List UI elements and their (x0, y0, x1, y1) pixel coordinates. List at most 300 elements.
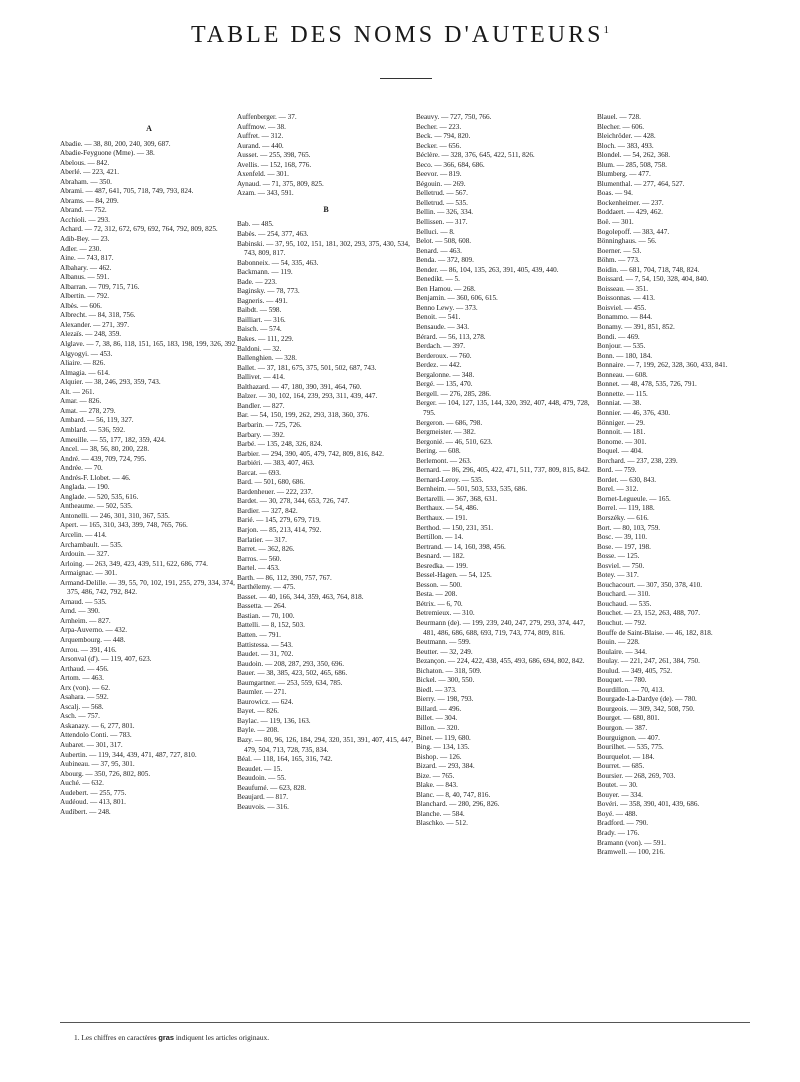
index-entry: Anglade. — 520, 535, 616. (60, 492, 139, 501)
index-entry: Aine. — 743, 817. (60, 254, 114, 263)
index-entry: Borel. — 312. (597, 485, 639, 494)
index-entry: Beck. — 794, 820. (416, 132, 471, 141)
index-entry: Bockenheimer. — 237. (597, 198, 664, 207)
index-entry: Battistessa. — 543. (237, 640, 293, 649)
index-entry: Berderoux. — 760. (416, 351, 472, 360)
index-entry: Bender. — 86, 104, 135, 263, 391, 405, 439, 440. (416, 265, 559, 274)
index-entry: Beauvois. — 316. (237, 802, 289, 811)
index-entry: Bonnaire. — 7, 199, 262, 328, 360, 433, 841. (597, 361, 728, 370)
index-entry: Arloing. — 263, 349, 423, 439, 511, 622, 686, 774. (60, 559, 208, 568)
index-entry: Apert. — 165, 310, 343, 399, 748, 765, 766. (60, 521, 188, 530)
index-entry: Benoit. — 541. (416, 313, 461, 322)
index-entry: Ballet. — 37, 181, 675, 375, 501, 502, 687, 743. (237, 363, 377, 372)
index-entry: Binet. — 119, 680. (416, 733, 471, 742)
index-entry: Bickel. — 300, 550. (416, 676, 475, 685)
index-entry: Boulay. — 221, 247, 261, 384, 750. (597, 657, 700, 666)
footnote: 1. Les chiffres en caractères gras indiquent les articles originaux. (74, 1033, 270, 1042)
index-entry: Amat. — 278, 279. (60, 406, 116, 415)
index-entry: Aurand. — 440. (237, 141, 284, 150)
index-entry: Blauel. — 728. (597, 113, 641, 121)
index-entry: Bergeron. — 686, 798. (416, 418, 483, 427)
index-entry: Bouchut. — 792. (597, 618, 647, 627)
index-entry: Bonnoit. — 181. (597, 428, 646, 437)
index-entry: Abrami. — 487, 641, 705, 718, 749, 793, 824. (60, 187, 194, 196)
index-entry: Audebert. — 255, 775. (60, 788, 127, 797)
index-entry: Aubertin. — 119, 344, 439, 471, 487, 727, 810. (60, 750, 197, 759)
index-entry: Anglada. — 190. (60, 483, 110, 492)
index-entry: Abourg. — 350, 726, 802, 805. (60, 769, 151, 778)
index-entry: Besson. — 500. (416, 580, 462, 589)
index-entry: Antonelli. — 246, 301, 310, 367, 535. (60, 511, 170, 520)
index-entry: Béclère. — 328, 376, 645, 422, 511, 826. (416, 151, 535, 160)
index-entry: Beutmann. — 599. (416, 638, 471, 647)
index-entry: Benard. — 463. (416, 246, 462, 255)
index-entry: Bezançon. — 224, 422, 438, 455, 493, 686, 694, 802, 842. (416, 657, 585, 666)
index-entry: Abrand. — 752. (60, 206, 107, 215)
index-entry: Besredka. — 199. (416, 561, 468, 570)
index-entry: Bade. — 223. (237, 277, 277, 286)
index-entry: Antheaume. — 502, 535. (60, 502, 133, 511)
index-entry: Balzer. — 30, 102, 164, 239, 293, 311, 439, 447. (237, 392, 378, 401)
index-entry: Besta. — 208. (416, 590, 458, 599)
index-entry: Bertarelli. — 367, 368, 631. (416, 494, 498, 503)
index-entry: Becker. — 656. (416, 141, 462, 150)
index-entry: Bar. — 54, 150, 199, 262, 293, 318, 360, 376. (237, 411, 370, 420)
index-entry: Bourgade-La-Dardye (de). — 780. (597, 695, 697, 704)
index-column-3 (416, 113, 594, 829)
index-entry: Attendolo Conti. — 783. (60, 731, 132, 740)
index-entry: Basset. — 40, 166, 344, 359, 463, 764, 818. (237, 592, 364, 601)
index-entry: Battelli. — 8, 152, 503. (237, 621, 305, 630)
index-entry: Axenfeld. — 301. (237, 170, 289, 179)
index-entry: Belot. — 508, 608. (416, 237, 472, 246)
index-entry: Berthaux. — 191. (416, 513, 468, 522)
index-entry: Beauvy. — 727, 750, 766. (416, 113, 492, 121)
index-entry: Barbiéri. — 383, 407, 463. (237, 459, 315, 468)
index-entry: Blondel. — 54, 262, 368. (597, 151, 671, 160)
index-entry: Alglave. — 7, 38, 86, 118, 151, 165, 183, 198, 199, 326, 392. (60, 340, 238, 349)
footer-rule (60, 1022, 750, 1023)
index-entry: Amblard. — 536, 592. (60, 425, 126, 434)
index-entry: Bradford. — 790. (597, 819, 649, 828)
index-entry: Bertrand. — 14, 160, 398, 456. (416, 542, 506, 551)
index-entry: Barbier. — 294, 390, 405, 479, 742, 809, 816, 842. (237, 449, 384, 458)
index-entry: Archambault. — 535. (60, 540, 123, 549)
index-entry: Bonamy. — 391, 851, 852. (597, 323, 675, 332)
index-entry: Bellin. — 326, 334. (416, 208, 474, 217)
index-entry: Baibdt. — 598. (237, 306, 282, 315)
index-entry: Benedikt. — 5. (416, 275, 460, 284)
index-entry: Beutter. — 32, 249. (416, 647, 473, 656)
index-entry: Bartel. — 453. (237, 564, 280, 573)
index-entry: Bosviel. — 750. (597, 561, 645, 570)
index-entry: Bayle. — 208. (237, 726, 279, 735)
index-entry: Baylac. — 119, 136, 163. (237, 716, 311, 725)
index-entry: Bayet. — 826. (237, 707, 279, 716)
index-entry: Aliaire. — 826. (60, 359, 106, 368)
index-entry: Audéoud. — 413, 801. (60, 798, 126, 807)
index-entry: Arx (von). — 62. (60, 683, 111, 692)
title-rule (380, 78, 432, 79)
index-entry: Aberlé. — 223, 421. (60, 168, 120, 177)
index-entry: Belluci. — 8. (416, 227, 455, 236)
index-entry: Albahary. — 462. (60, 263, 112, 272)
index-entry: Bonneau. — 608. (597, 370, 648, 379)
index-entry: Aynaud. — 71, 375, 809, 825. (237, 179, 324, 188)
index-entry: Bouchet. — 23, 152, 263, 488, 707. (597, 609, 701, 618)
index-entry: Bensaude. — 343. (416, 323, 470, 332)
index-entry: Brady. — 176. (597, 829, 640, 838)
index-entry: Boidin. — 681, 704, 718, 748, 824. (597, 265, 700, 274)
index-entry: Artom. — 463. (60, 674, 104, 683)
index-entry: Bonniat. — 38. (597, 399, 642, 408)
index-entry: Arnd. — 390. (60, 607, 100, 616)
index-entry: Bondi. — 469. (597, 332, 640, 341)
index-entry: Bakes. — 111, 229. (237, 335, 294, 344)
index-entry: Benno Lewy. — 373. (416, 303, 478, 312)
index-entry: Bouyer. — 334. (597, 790, 643, 799)
index-entry: Ameuille. — 55, 177, 182, 359, 424. (60, 435, 166, 444)
index-entry: Bönniger. — 29. (597, 418, 645, 427)
index-entry: Algyogyi. — 453. (60, 349, 113, 358)
index-entry: Berthaux. — 54, 486. (416, 504, 479, 513)
index-entry: Bornet-Legueule. — 165. (597, 494, 671, 503)
index-entry: Ancel. — 38, 56, 80, 200, 228. (60, 445, 150, 454)
index-entry: Barthélemy. — 475. (237, 583, 296, 592)
index-entry: Baisch. — 574. (237, 325, 282, 334)
index-entry: Baudet. — 31, 702. (237, 650, 294, 659)
index-entry: Boissard. — 7, 54, 150, 328, 404, 840. (597, 275, 709, 284)
index-entry: Bertillon. — 14. (416, 533, 464, 542)
index-entry: Blake. — 843. (416, 781, 458, 790)
index-entry: Béal. — 118, 164, 165, 316, 742. (237, 755, 333, 764)
index-entry: Bordet. — 630, 843. (597, 475, 657, 484)
index-entry: Arquembourg. — 448. (60, 635, 126, 644)
index-entry: Blecher. — 606. (597, 122, 645, 131)
index-entry: André. — 439, 709, 724, 795. (60, 454, 147, 463)
index-entry: Albertin. — 792. (60, 292, 110, 301)
index-column-2 (237, 113, 415, 812)
index-entry: Auffenberger. — 37. (237, 113, 297, 121)
index-entry: Bourgon. — 387. (597, 724, 648, 732)
index-entry: Baumgartner. — 253, 559, 634, 785. (237, 678, 343, 687)
index-entry: Beco. — 366, 684, 686. (416, 160, 485, 169)
index-entry: Betremieux. — 310. (416, 609, 475, 618)
index-entry: Ardouin. — 327. (60, 550, 110, 559)
index-entry: Bergmeister. — 382. (416, 428, 476, 437)
index-entry: Boulud. — 349, 405, 752. (597, 666, 673, 675)
index-entry: Babès. — 254, 377, 463. (237, 230, 309, 239)
index-entry: Bérard. — 56, 113, 278. (416, 332, 486, 341)
index-entry: Balthazard. — 47, 180, 390, 391, 464, 760. (237, 382, 362, 391)
index-entry: Bagneris. — 491. (237, 296, 288, 305)
index-entry: Bovéri. — 358, 390, 401, 439, 686. (597, 800, 700, 809)
index-entry: Billet. — 304. (416, 714, 458, 723)
index-entry: Bernard. — 86, 296, 405, 422, 471, 511, 737, 809, 815, 842. (416, 466, 590, 475)
index-entry: Armand-Delille. — 39, 55, 70, 102, 191, 255, 279, 334, 374, 375, 486, 742, 792, 842. (60, 578, 235, 597)
index-entry: Ballivet. — 414. (237, 373, 285, 382)
index-entry: Billon. — 320. (416, 724, 460, 732)
index-entry: Alezaïs. — 248, 359. (60, 330, 122, 339)
index-entry: Belletrud. — 535. (416, 198, 468, 207)
index-entry: Aubineau. — 37, 95, 301. (60, 760, 135, 769)
index-entry: Abrams. — 84, 209. (60, 196, 119, 205)
index-entry: Aubaret. — 301, 317. (60, 741, 123, 749)
index-entry: Alexander. — 271, 397. (60, 320, 130, 329)
index-entry: Bizard. — 293, 384. (416, 762, 475, 771)
index-entry: Barlatier. — 317. (237, 535, 287, 544)
index-entry: Billard. — 496. (416, 704, 462, 713)
index-entry: Borszéky. — 616. (597, 513, 649, 522)
index-entry: Bourquelot. — 184. (597, 752, 655, 761)
index-entry: Bessel-Hagen. — 54, 125. (416, 571, 492, 580)
index-entry: Ambard. — 56, 119, 327. (60, 416, 134, 425)
index-entry: Ballenghien. — 328. (237, 354, 297, 363)
index-entry: Beaudet. — 15. (237, 764, 283, 773)
index-entry: Boerner. — 53. (597, 246, 642, 255)
index-entry: Ascalj. — 568. (60, 702, 104, 711)
section-letter: A (146, 124, 152, 133)
index-entry: Bourguignon. — 407. (597, 733, 660, 742)
index-entry: Albanus. — 591. (60, 273, 110, 282)
index-entry: Barcat. — 693. (237, 468, 281, 477)
index-entry: Bauer. — 38, 385, 423, 502, 465, 686. (237, 669, 348, 678)
index-entry: Ausset. — 255, 398, 765. (237, 151, 311, 160)
index-entry: Achard. — 72, 312, 672, 679, 692, 764, 792, 809, 825. (60, 225, 218, 234)
index-entry: Bonammo. — 844. (597, 313, 653, 322)
page-title: TABLE DES NOMS D'AUTEURS$^1$ (191, 22, 609, 48)
index-entry: Bönninghaus. — 56. (597, 237, 657, 246)
index-entry: Biedl. — 373. (416, 685, 457, 694)
index-column-1 (60, 118, 238, 817)
index-entry: Berdez. — 442. (416, 361, 462, 370)
index-entry: Bogolepoff. — 383, 447. (597, 227, 670, 236)
index-entry: Boë. — 301. (597, 218, 634, 227)
index-entry: Belletrud. — 567. (416, 189, 468, 198)
index-entry: Beaujard. — 817. (237, 793, 289, 802)
index-entry: Arnheim. — 827. (60, 616, 111, 625)
index-entry: Bab. — 485. (237, 220, 274, 229)
index-entry: Blumenthal. — 277, 464, 527. (597, 179, 685, 188)
index-entry: Bouin. — 228. (597, 638, 640, 647)
index-entry: Auffmow. — 38. (237, 122, 286, 131)
index-entry: Bardenheuer. — 222, 237. (237, 487, 313, 496)
index-entry: Bramann (von). — 591. (597, 838, 666, 847)
index-entry: Alquier. — 38, 246, 293, 359, 743. (60, 378, 161, 387)
index-entry: Borchard. — 237, 238, 239. (597, 456, 678, 465)
index-entry: Barret. — 362, 826. (237, 545, 295, 554)
index-entry: Bosc. — 39, 110. (597, 533, 648, 542)
index-entry: Bonome. — 301. (597, 437, 647, 446)
footnote-mark: 1 (603, 24, 609, 36)
index-entry: Ben Hamou. — 268. (416, 284, 476, 293)
index-entry: Bazy. — 80, 96, 126, 184, 294, 320, 351, 391, 407, 415, 447, 479, 504, 713, 728, 735, 834. (237, 736, 414, 754)
index-entry: Bort. — 80, 103, 759. (597, 523, 661, 532)
index-entry: Boissonnas. — 413. (597, 294, 655, 303)
index-entry: Blanche. — 584. (416, 809, 465, 818)
index-entry: Boisseau. — 351. (597, 284, 649, 293)
index-entry: Berger. — 104, 127, 135, 144, 320, 392, 407, 448, 479, 728, 795. (416, 399, 590, 417)
index-entry: Abelous. — 842. (60, 158, 110, 167)
index-entry: Bailliart. — 316. (237, 315, 286, 324)
index-entry: Bourret. — 685. (597, 762, 645, 771)
index-entry: Bize. — 765. (416, 771, 455, 780)
index-entry: Arpa-Auverno. — 432. (60, 626, 128, 635)
index-entry: Bourdillon. — 70, 413. (597, 685, 665, 694)
index-entry: Avellis. — 152, 168, 776. (237, 160, 312, 169)
index-entry: Bourget. — 680, 801. (597, 714, 660, 723)
index-entry: Blum. — 285, 508, 758. (597, 160, 667, 169)
index-entry: Bourilhet. — 535, 775. (597, 743, 664, 752)
index-entry: Berlemont. — 263. (416, 456, 472, 465)
index-entry: Bergé. — 135, 470. (416, 380, 473, 389)
index-entry: Arnaud. — 535. (60, 597, 107, 606)
index-entry: Bernheim. — 501, 503, 533, 535, 686. (416, 485, 527, 494)
index-entry: Beaudoin. — 55. (237, 774, 287, 783)
index-entry: Blaschko. — 512. (416, 819, 468, 828)
index-entry: Baurowicz. — 624. (237, 697, 294, 706)
index-entry: Bouffe de Saint-Blaise. — 46, 182, 818. (597, 628, 713, 637)
index-entry: Bard. — 501, 680, 686. (237, 478, 305, 487)
index-entry: Boisviel. — 455. (597, 303, 647, 312)
index-entry: Barbarin. — 725, 726. (237, 420, 302, 429)
index-entry: Bering. — 608. (416, 447, 461, 456)
index-entry: Bergonié. — 46, 510, 623. (416, 437, 493, 446)
index-entry: Baudoin. — 208, 287, 293, 350, 696. (237, 659, 345, 668)
index-entry: Bergell. — 276, 285, 286. (416, 389, 491, 398)
index-entry: Arthaud. — 456. (60, 664, 109, 673)
index-entry: Boulaire. — 344. (597, 647, 647, 656)
index-entry: Albarran. — 709, 715, 716. (60, 282, 140, 291)
index-entry: Babinski. — 37, 95, 102, 151, 181, 302, 293, 375, 430, 534, 743, 809, 817. (237, 239, 410, 258)
index-entry: Blumberg. — 477. (597, 170, 651, 179)
index-entry: Adib-Bey. — 23. (60, 235, 110, 244)
index-entry: Blanchard. — 280, 296, 826. (416, 800, 500, 809)
index-entry: Baumler. — 271. (237, 688, 287, 697)
index-entry: Bose. — 197, 198. (597, 542, 651, 551)
index-entry: Barié. — 145, 279, 679, 719. (237, 516, 321, 525)
index-entry: Bing. — 134, 135. (416, 743, 470, 752)
index-entry: Abadie-Feyguone (Mme). — 38. (60, 149, 155, 158)
index-entry: Asahara. — 592. (60, 693, 109, 702)
index-entry: Alt. — 261. (60, 387, 95, 396)
index-entry: Bonnette. — 115. (597, 389, 648, 398)
index-entry: Albrecht. — 84, 318, 756. (60, 311, 136, 320)
index-entry: Bloch. — 383, 493. (597, 141, 654, 150)
index-entry: Bellissen. — 317. (416, 218, 468, 227)
index-entry: Arcelin. — 414. (60, 530, 107, 539)
index-entry: Bonnet. — 48, 478, 535, 726, 791. (597, 380, 697, 389)
index-entry: Bonjour. — 535. (597, 342, 646, 351)
index-entry: Bouquet. — 780. (597, 676, 647, 685)
index-entry: Berdach. — 397. (416, 342, 466, 351)
index-entry: Baldoni. — 32. (237, 344, 282, 353)
index-entry: Andrés-F. Llobet. — 46. (60, 473, 131, 482)
index-entry: Borrel. — 119, 188. (597, 504, 655, 513)
index-entry: Baginsky. — 78, 773. (237, 287, 300, 296)
section-letter: B (323, 204, 329, 214)
index-entry: Boquel. — 404. (597, 447, 643, 456)
index-entry: Asch. — 757. (60, 712, 100, 721)
index-entry: Bierry. — 198, 793. (416, 695, 474, 704)
index-entry: Barbé. — 135, 248, 326, 824. (237, 440, 323, 449)
index-entry: Arrou. — 391, 416. (60, 645, 117, 654)
index-entry: Bernard-Leroy. — 535. (416, 475, 484, 484)
index-entry: Bardet. — 30, 278, 344, 653, 726, 747. (237, 497, 350, 506)
index-entry: Batten. — 791. (237, 630, 281, 639)
index-entry: Barbary. — 392. (237, 430, 285, 439)
index-entry: Berthod. — 150, 231, 351. (416, 523, 494, 532)
index-entry: Boas. — 94. (597, 189, 633, 198)
index-entry: Bassetta. — 264. (237, 602, 287, 611)
index-entry: Amar. — 826. (60, 397, 102, 406)
index-entry: Bonn. — 180, 184. (597, 351, 653, 360)
index-entry: Azam. — 343, 591. (237, 189, 294, 198)
index-entry: Adler. — 230. (60, 244, 102, 253)
index-entry: Bourgeois. — 309, 342, 508, 750. (597, 704, 695, 713)
index-entry: Auché. — 632. (60, 779, 104, 788)
index-entry: Beevor. — 819. (416, 170, 462, 179)
index-entry: Bishop. — 126. (416, 752, 462, 761)
index-entry: Blanc. — 8, 40, 747, 816. (416, 790, 491, 799)
index-entry: Barth. — 86, 112, 390, 757, 767. (237, 573, 332, 582)
index-entry: Abadie. — 38, 80, 200, 240, 309, 687. (60, 139, 171, 148)
index-entry: Auffret. — 312. (237, 132, 284, 141)
index-column-4 (597, 113, 753, 858)
index-entry: Acchioli. — 293. (60, 215, 110, 224)
index-entry: Boursier. — 268, 269, 703. (597, 771, 676, 780)
index-entry: Bouchacourt. — 307, 350, 378, 410. (597, 580, 703, 589)
index-entry: Backmann. — 119. (237, 268, 293, 277)
index-entry: Albès. — 606. (60, 301, 102, 310)
index-entry: Botey. — 317. (597, 571, 639, 580)
index-entry: Boddaert. — 429, 462. (597, 208, 663, 217)
index-entry: Babonneix. — 54, 335, 463. (237, 258, 319, 267)
index-entry: Boutet. — 30. (597, 781, 638, 790)
index-entry: Bastian. — 70, 100. (237, 611, 295, 620)
index-entry: Bonnier. — 46, 376, 430. (597, 408, 671, 417)
index-entry: Benjamin. — 360, 606, 615. (416, 294, 498, 303)
index-entry: Beaufumé. — 623, 828. (237, 783, 307, 792)
index-entry: Bouchard. — 310. (597, 590, 651, 599)
index-entry: Böhm. — 773. (597, 256, 640, 265)
index-entry: Almagia. — 614. (60, 368, 110, 377)
index-entry: Bosse. — 125. (597, 552, 640, 561)
index-entry: Bergalonne. — 348. (416, 370, 475, 379)
index-entry: Abraham. — 350. (60, 177, 112, 186)
index-entry: Audibert. — 248. (60, 807, 111, 816)
index-entry: Andrée. — 70. (60, 464, 103, 473)
index-entry: Bandler. — 827. (237, 401, 285, 410)
index-entry: Bouchaud. — 535. (597, 599, 652, 608)
index-entry: Besnard. — 182. (416, 552, 465, 561)
index-entry: Arsonval (d'). — 119, 407, 623. (60, 655, 152, 664)
index-entry: Bord. — 759. (597, 466, 637, 475)
index-entry: Askanazy. — 6, 277, 801. (60, 721, 135, 730)
index-entry: Bleichröder. — 428. (597, 132, 656, 141)
index-entry: Benda. — 372, 809. (416, 256, 474, 265)
index-entry: Bétrix. — 6, 70. (416, 599, 463, 608)
index-entry: Becher. — 223. (416, 122, 462, 131)
index-entry: Bichaton. — 318, 509. (416, 666, 482, 675)
index-entry: Barjon. — 85, 213, 414, 792. (237, 525, 322, 534)
index-entry: Bardier. — 327, 842. (237, 506, 298, 515)
index-entry: Bramwell. — 100, 216. (597, 848, 665, 857)
index-entry: Beurmann (de). — 199, 239, 240, 247, 279, 293, 374, 447, 481, 486, 686, 688, 693, 719, 743, 774, 809, 816. (416, 618, 586, 637)
index-entry: Bégouin. — 269. (416, 179, 466, 188)
index-entry: Barros. — 560. (237, 554, 282, 563)
index-entry: Armaignac. — 301. (60, 569, 118, 578)
